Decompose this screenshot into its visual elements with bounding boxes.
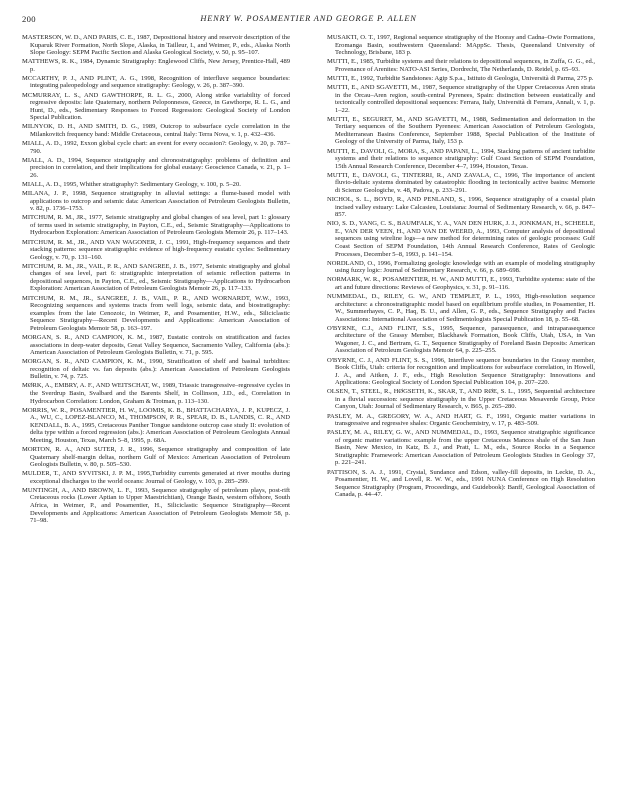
reference-entry: MØRK, A., EMBRY, A. F., AND WEITSCHAT, W., 1989, Triassic transgressive–regressive cycles in the Sverdrup Basin, Svalbard and the Barents Shelf, in Collinson, J.D., ed., Correlation in Hydrocarbon Correlation: London, Graham & Trotman, p. 113–130. <box>22 382 290 405</box>
reference-entry: NORDLAND, O., 1996, Formalizing geologic knowledge with an example of modeling stratigraphy using fuzzy logic: Journal of Sedimentary Research, v. 66, p. 689–698. <box>327 259 595 275</box>
reference-entry: NICHOL, S. L., BOYD, R., AND PENLAND, S., 1996, Sequence stratigraphy of a coastal plain incised valley estuary: Lake Calcasieu, Louisiana: Journal of Sedimentary Research, v. 66, p. 847–857. <box>327 196 595 219</box>
reference-entry: MCCARTHY, P. J., AND PLINT, A. G., 1998, Recognition of interfluve sequence boundaries: integrating paleopedology and sequence stratigraphy: Geology, v. 26, p. 387–390. <box>22 74 290 90</box>
reference-entry: MASTERSON, W. D., AND PARIS, C. E., 1987, Depositional history and reservoir description of the Kuparuk River Formation, North Slope, Alaska, in Tailleur, I., and Weimer, P., eds., Alaska North Slope Geology: SEPM Pacific Section and Alaska Geological Society, v. 50, p. 95–107. <box>22 34 290 57</box>
reference-entry: MILANA, J. P., 1998, Sequence stratigraphy in alluvial settings: a flume-based model with applications to outcrop and seismic data: American Association of Petroleum Geologists Bulletin, v. 82, p. 1736–1753. <box>22 190 290 213</box>
reference-entry: MITCHUM, R. M., JR., 1977, Seismic stratigraphy and global changes of sea level, part 1: glossary of terms used in seismic stratigraphy, in Payton, C.E., ed., Seismic Stratigraphy—Applications to Hydrocarbon Exploration: American Association of Petroleum Geologists Memoir 26, p. 117–143. <box>22 214 290 237</box>
reference-entry: MORRIS, W. R., POSAMENTIER, H. W., LOOMIS, K. B., BHATTACHARYA, J. P., KUPECZ, J. A., WU, C., LOPEZ-BLANCO, M., THOMPSON, P. R., SPEAR, D. B., LANDIS, C. R., AND KENDALL, B. A., 1995, Cretaceous Panther Tongue sandstone outcrop case study II: evolution of delta type within a forced regression (abs.): American Association of Petroleum Geologists Annual Meeting, Houston, Texas, March 5–8, 1995, p. 68A. <box>22 406 290 444</box>
reference-entry: NIO, S. D., YANG, C. S., BAUMFALK, Y. A., VAN DEN HURK, J. J., JONKMAN, H., SCHEELE, E., VAN DER VEEN, H., AND VAN DE WEERD, A., 1993, Computer analysis of depositional sequences using wireline logs—a new method for determining rates of geologic processes: Gulf Coast Section of SEPM Foundation, 14th Annual Research Conference, Rates of Geologic Processes, December 5–8, 1993, p. 141–154. <box>327 220 595 258</box>
references-column-left <box>22 34 290 526</box>
reference-entry: MUSAKTI, O. T., 1997, Regional sequence stratigraphy of the Hooray and Cadna–Owie Formations, Eromanga Basin, southwestern Queensland: MAppSc. Thesis, Queensland University of Technology, Brisbane, 183 p. <box>327 34 595 57</box>
reference-entry: MUTTI, E., SEGURET, M., AND SGAVETTI, M., 1988, Sedimentation and deformation in the Tertiary sequences of the Southern Pyrenees: American Association of Petroleum Geologists, Mediterranean Basins Conference, September 1988, Special Publication of the Institute of Geology of the University of Parma, Italy, 153 p. <box>327 115 595 146</box>
page-header <box>22 14 595 26</box>
reference-entry: NUMMEDAL, D., RILEY, G. W., AND TEMPLET, P. L., 1993, High-resolution sequence architecture: a chronostratigraphic model based on equilibrium profile studies, in Posamentier, H. W., Summerhayes, C. P., Haq, B. U., and Allen, G. P., eds., Sequence Stratigraphy and Facies Associations: International Association of Sedimentologists Special Publication 18, p. 55–68. <box>327 293 595 323</box>
reference-entry: MUTTI, E., DAVOLI, G., TINTERRI, R., AND ZAVALA, C., 1996, The importance of ancient fluvio-deltaic systems dominated by catastrophic flooding in tectonically active basins: Memorie di Scienze Geologiche, v. 48, Padova, p. 233–291. <box>327 171 595 194</box>
reference-entry: O'BYRNE, C. J., AND FLINT, S. S., 1996, Interfluve sequence boundaries in the Grassy member, Book Cliffs, Utah: criteria for recognition and implications for subsurface correlation, in Howell, J. A., and Aitken, J. F., eds., High Resolution Sequence Stratigraphy: Innovations and Applications: Geological Society of London Special Publication 104, p. 207–220. <box>327 356 595 387</box>
reference-entry: MORTON, R. A., AND SUTER, J. R., 1996, Sequence stratigraphy and composition of late Quaternary shelf-margin deltas, northern Gulf of Mexico: American Association of Petroleum Geologists Bulletin, v. 80, p. 505–530. <box>22 445 290 469</box>
reference-entry: MUTTI, E., AND SGAVETTI, M., 1987, Sequence stratigraphy of the Upper Cretaceous Aren strata in the Orcau–Aren region, south-central Pyrenees, Spain: distinction between eustatically and tectonically controlled depositional sequences: Ferrara, Italy, Università di Ferrara, Annali, v. 1, p. 1–22. <box>327 84 595 114</box>
reference-entry: MITCHUM, R. M., JR., AND VAN WAGONER, J. C., 1991, High-frequency sequences and their stacking patterns: sequence stratigraphic evidence of high-frequency eustatic cycles: Sedimentary Geology, v. 70, p. 131–160. <box>22 238 290 261</box>
reference-entry: OLSEN, T., STEEL, R., HØGSETH, K., SKAR, T., AND RØE, S. L., 1995, Sequential architecture in a fluvial succession: sequence stratigraphy in the Upper Cretaceous Mesaverde Group, Price Canyon, Utah: Journal of Sedimentary Research, v. B65, p. 265–280. <box>327 388 595 411</box>
reference-entry: MUTTI, E., 1992, Turbidite Sandstones: Agip S.p.a., Istituto di Geologia, Università di Parma, 275 p. <box>327 74 594 82</box>
reference-entry: MCMURRAY, L. S., AND GAWTHORPE, R. L. G., 2000, Along strike variability of forced regressive deposits: late Quaternary, northern Peloponnesos, Greece, in Gawthorpe, R. L. G., and Hunt, D., eds., Sedimentary Responses to Forced Regression: Geological Society of London Special Publication. <box>22 91 290 122</box>
reference-entry: MITCHUM, R. M., JR., VAIL, P. R., AND SANGREE, J. B., 1977, Seismic stratigraphy and global changes of sea level, part 6: stratigraphic interpretation of seismic reflection patterns in depositional sequences, in Payton, C.E., ed., Seismic Stratigraphy—Applications to Hydrocarbon Exploration: American Association of Petroleum Geologists Memoir 26, p. 117–133. <box>22 262 290 293</box>
reference-entry: MILNYOK, D. H., AND SMITH, D. G., 1989, Outcrop to subsurface cycle correlation in the Milankovitch frequency band: Middle Cretaceous, central Italy: Terra Nova, v. 1, p. 432–436. <box>22 123 290 138</box>
page-number: 200 <box>22 14 36 24</box>
reference-entry: MUTTI, E., DAVOLI, G., MORA, S., AND PAPANI, L., 1994, Stacking patterns of ancient turbidite systems and their relations to sequence stratigraphy: Gulf Coast Section of SEPM Foundation, 15th Annual Research Conference, December 4–7, 1994, Houston, Texas. <box>327 147 595 170</box>
reference-entry: PATTISON, S. A. J., 1991, Crystal, Sundance and Edson, valley-fill deposits, in Leckie, D. A., Posamentier, H. W., and Lovell, R. W. W., eds., 1991 NUNA Conference on High Resolution Sequence Stratigraphy (Program, Proceedings, and Guidebook): Banff, Geological Association of Canada, p. 44–47. <box>327 468 595 499</box>
references-column-right <box>327 34 595 500</box>
reference-entry: MATTHEWS, R. K., 1984, Dynamic Stratigraphy: Englewood Cliffs, New Jersey, Prentice-Hall, 489 p. <box>22 58 290 73</box>
reference-entry: MORGAN, S. R., AND CAMPION, K. M., 1990, Stratification of shelf and basinal turbidites: recognition of deltaic vs. fan deposits (abs.): American Association of Petroleum Geologists Bulletin, v. 74, p. 725. <box>22 358 290 381</box>
reference-entry: MUNTINGH, A., AND BROWN, L. F., 1993, Sequence stratigraphy of petroleum plays, post-rift Cretaceous rocks (Lower Aptian to Upper Maestrichtian), Orange Basin, western offshore, South Africa, in Weimer, P., and Posamentier, H., Siliciclastic Sequence Stratigraphy—Recent Developments and Applications: American Association of Petroleum Geologists Memoir 58, p. 71–98. <box>22 486 290 525</box>
reference-entry: MIALL, A. D., 1992, Exxon global cycle chart: an event for every occasion?: Geology, v. 20, p. 787–790. <box>22 140 290 155</box>
running-head: HENRY W. POSAMENTIER AND GEORGE P. ALLEN <box>200 14 417 23</box>
reference-entry: O'BYRNE, C.J., AND FLINT, S.S., 1995, Sequence, parasequence, and intraparasequence architecture of the Grassy Member, Blackhawk Formation, Book Cliffs, Utah, USA, in Van Wagoner, J. C., and Bertram, G. T., Sequence Stratigraphy of Foreland Basin Deposits: American Association of Petroleum Geologists Memoir 64, p. 225–255. <box>327 324 595 355</box>
reference-entry: NORMARK, W. R., POSAMENTIER, H. W., AND MUTTI, E., 1993, Turbidite systems: state of the art and future directions: Reviews of Geophysics, v. 31, p. 91–116. <box>327 276 595 291</box>
reference-entry: MIALL, A. D., 1995, Whither stratigraphy?: Sedimentary Geology, v. 100, p. 5–20. <box>22 181 241 188</box>
reference-entry: MULDER, T., AND SYVITSKI, J. P. M., 1995,Turbidity currents generated at river mouths during exceptional discharges to the world oceans: Journal of Geology, v. 103, p. 285–299. <box>22 470 290 485</box>
reference-entry: MUTTI, E., 1985, Turbidite systems and their relations to depositional sequences, in Zuffa, G. G., ed., Provenance of Arenites: NATO-ASI Series, Dordrecht, The Netherlands, D. Reidel, p. 65–93. <box>327 58 595 73</box>
reference-entry: PASLEY, M. A., RILEY, G. W., AND NUMMEDAL, D., 1993, Sequence stratigraphic significance of organic matter variations: example from the upper Cretaceous Mancos shale of the San Juan Basin, New Mexico, in Katz, B. J., and Pratt, L. M., eds., Source Rocks in a Sequence Stratigraphic Framework: American Association of Petroleum Geologists Studies in Geology 37, p. 221–241. <box>327 429 595 467</box>
reference-entry: PASLEY, M. A., GREGORY, W. A., AND HART, G. F., 1991, Organic matter variations in transgressive and regressive shales: Organic Geochemistry, v. 17, p. 483–509. <box>327 412 595 428</box>
reference-entry: MITCHUM, R. M., JR., SANGREE, J. B., VAIL, P. R., AND WORNARDT, W.W., 1993, Recognizing sequences and systems tracts from well logs, seismic data, and biostratigraphy: examples from the late Cenozoic, in Weimer, P., and Posamentier, H.W., eds., Siliciclastic Sequence Stratigraphy—Recent Developments and Applications: American Association of Petroleum Geologists Memoir 58, p. 163–197. <box>22 294 290 332</box>
reference-entry: MIALL, A. D., 1994, Sequence stratigraphy and chronostratigraphy: problems of definition and precision in correlation, and their implications for global eustasy: Geoscience Canada, v. 21, p. 1–26. <box>22 156 290 179</box>
reference-entry: MORGAN, S. R., AND CAMPION, K. M., 1987, Eustatic controls on stratification and facies associations in deep-water deposits, Great Valley Sequence, Sacramento Valley, California (abs.): American Association of Petroleum Geologists Bulletin, v. 71, p. 595. <box>22 333 290 357</box>
